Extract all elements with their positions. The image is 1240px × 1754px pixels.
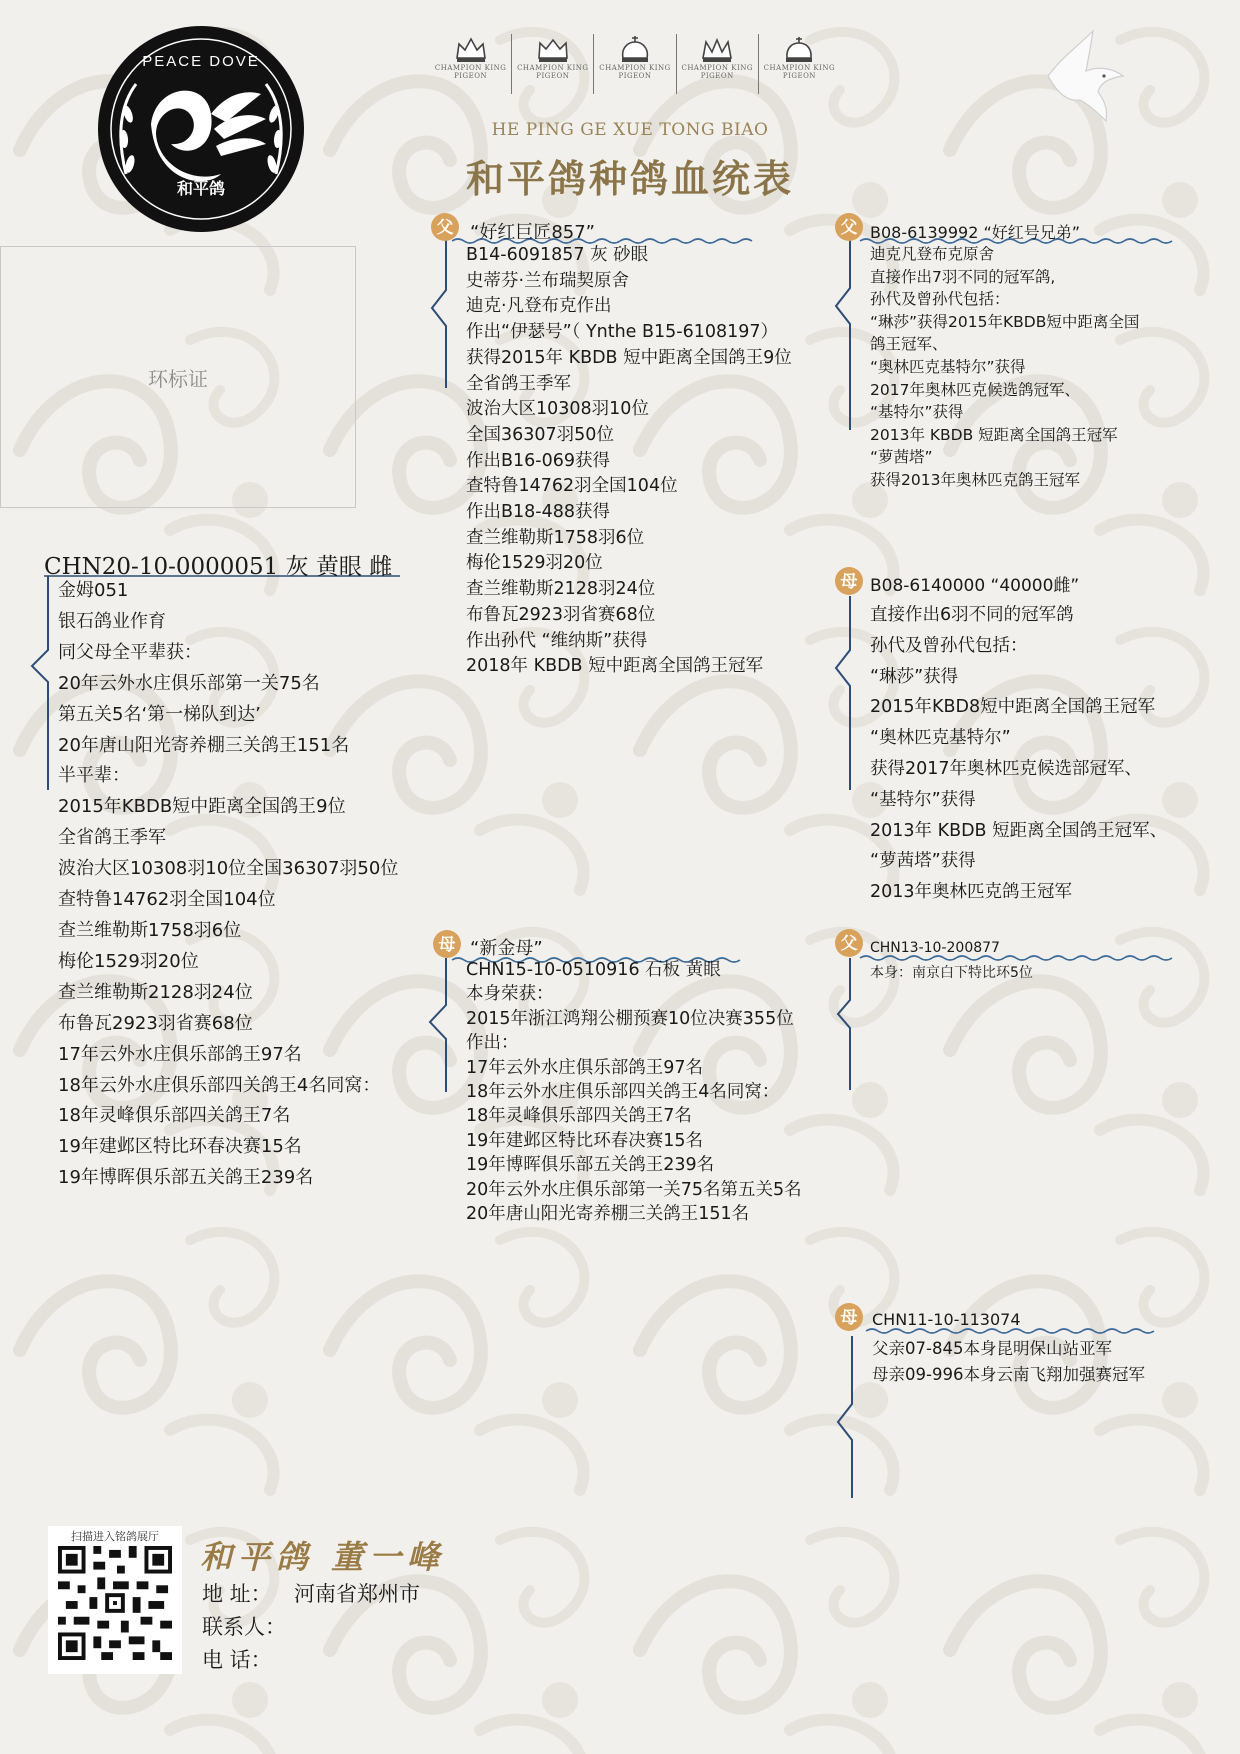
list-item: 同父母全平辈获：	[58, 641, 202, 663]
list-item: 波治大区10308羽10位全国36307羽50位	[58, 858, 399, 880]
crown-caption: CHAMPION KING PIGEON	[681, 64, 753, 80]
address-row	[202, 1578, 420, 1611]
list-item: 20年唐山阳光寄养棚三关鸽王151名	[58, 734, 350, 756]
sire-heading: “好红巨匠857”	[470, 222, 596, 243]
list-item: 查特鲁14762羽全国104位	[58, 889, 276, 911]
list-item: 银石鸽业作育	[58, 610, 166, 632]
dam-dam-wave	[866, 1329, 1154, 1333]
list-item: 作出B18-488获得	[466, 502, 610, 523]
list-item: 19年博晖俱乐部五关鸽王239名	[466, 1155, 715, 1176]
list-item: 作出B16-069获得	[466, 450, 610, 471]
list-item: 2015年KBD8短中距离全国鸽王冠军	[870, 697, 1156, 718]
list-item: 孙代及曾孙代包括：	[870, 290, 1010, 309]
contact-label: 联系人：	[202, 1615, 286, 1639]
dam-heading: “新金母”	[470, 938, 543, 959]
list-item: 金姆051	[58, 580, 129, 601]
crown-caption: CHAMPION KING PIGEON	[763, 64, 836, 80]
list-item: 17年云外水庄俱乐部鸽王97名	[58, 1043, 302, 1065]
phone-row	[202, 1644, 420, 1677]
list-item: B14-6091857 灰 砂眼	[466, 245, 649, 265]
sire-dam-heading: B08-6140000 “40000雌”	[870, 576, 1080, 596]
list-item: 20年唐山阳光寄养棚三关鸽王151名	[466, 1204, 750, 1225]
list-item: 母亲09-996本身云南飞翔加强赛冠军	[872, 1365, 1145, 1384]
qr-code-icon[interactable]	[58, 1546, 172, 1660]
list-item: 梅伦1529羽20位	[58, 950, 199, 972]
dam-bracket	[430, 958, 446, 1092]
sire-sire-bracket	[836, 238, 850, 430]
list-item: 半平辈：	[58, 765, 130, 787]
phone-label: 电 话：	[202, 1648, 272, 1672]
list-item: 直接作出7羽不同的冠军鸽,	[870, 267, 1056, 286]
dam-sire-heading: CHN13-10-200877	[870, 940, 1000, 956]
list-item: 第五关5名‘第一梯队到达’	[58, 703, 261, 725]
dam-sire-bracket	[838, 958, 850, 1090]
sire-dam-record-list	[870, 600, 1167, 908]
subject-bracket	[32, 576, 48, 790]
list-item: 2013年 KBDB 短距离全国鸽王冠军、	[870, 820, 1168, 841]
contact-block	[202, 1578, 420, 1677]
list-item: 作出“伊瑟号”（ Ynthe B15-6108197）	[466, 322, 779, 343]
sire-record-list	[466, 243, 792, 680]
sire-bracket	[432, 240, 446, 388]
sire-dam-bracket	[836, 596, 850, 790]
list-item: 2013年 KBDB 短距离全国鸽王冠军	[870, 425, 1118, 444]
list-item: 波治大区10308羽10位	[466, 399, 649, 420]
list-item: 17年云外水庄俱乐部鸽王97名	[466, 1057, 704, 1078]
ring-certificate-label: 环标证	[148, 366, 208, 391]
qr-caption: 扫描进入铭鸽展厅	[71, 1530, 159, 1543]
list-item: “萝茜塔”获得	[870, 851, 976, 872]
dam-sire-badge-icon	[834, 928, 864, 958]
header-subtitle: HE PING GE XUE TONG BIAO	[491, 120, 769, 140]
list-item: 史蒂芬·兰布瑞契原舍	[466, 270, 630, 291]
list-item: 作出孙代 “维纳斯”获得	[466, 630, 648, 651]
list-item: 查兰维勒斯2128羽24位	[58, 981, 253, 1003]
subject-heading: CHN20-10-0000051 灰 黄眼 雌	[44, 554, 393, 580]
list-item: 本身：南京白下特比环5位	[870, 965, 1033, 981]
list-item: 布鲁瓦2923羽省赛68位	[466, 604, 656, 625]
signature: 和平鸽 董一峰	[200, 1538, 446, 1576]
list-item: “琳莎”获得	[870, 666, 959, 687]
dam-dam-badge-text: 母	[840, 1308, 858, 1328]
list-item: 作出：	[466, 1033, 519, 1054]
list-item: 迪克·凡登布克作出	[466, 296, 612, 317]
crown-caption: CHAMPION KING PIGEON	[434, 64, 507, 80]
sire-dam-badge-text: 母	[840, 572, 858, 592]
logo-chinese-text: 和平鸽	[176, 179, 226, 198]
sire-badge-text: 父	[436, 218, 454, 238]
list-item: 2015年浙江鸿翔公棚预赛10位决赛355位	[466, 1008, 794, 1029]
sire-sire-heading: B08-6139992 “好红号兄弟”	[870, 223, 1081, 242]
list-item: 全省鸽王季军	[466, 373, 571, 394]
list-item: 查兰维勒斯1758羽6位	[466, 527, 645, 548]
list-item: 布鲁瓦2923羽省赛68位	[58, 1012, 253, 1034]
list-item: 19年博晖俱乐部五关鸽王239名	[58, 1167, 314, 1189]
list-item: 本身荣获：	[466, 984, 554, 1005]
list-item: “基特尔”获得	[870, 403, 964, 422]
list-item: 全省鸽王季军	[58, 827, 166, 849]
list-item: 查兰维勒斯1758羽6位	[58, 919, 242, 941]
list-item: 孙代及曾孙代包括：	[870, 635, 1028, 656]
dam-sire-wave	[860, 956, 1172, 960]
dam-dam-bracket	[838, 1336, 852, 1498]
dam-dam-heading: CHN11-10-113074	[872, 1310, 1021, 1329]
list-item: 19年建邺区特比环春决赛15名	[58, 1136, 302, 1158]
sire-sire-badge-text: 父	[840, 218, 858, 238]
contact-row	[202, 1611, 420, 1644]
list-item: 获得2017年奥林匹克候选部冠军、	[870, 758, 1143, 779]
list-item: 20年云外水庄俱乐部第一关75名	[58, 672, 320, 694]
sire-badge-icon	[430, 212, 460, 242]
list-item: CHN15-10-0510916 石板 黄眼	[466, 960, 721, 980]
list-item: 18年云外水庄俱乐部四关鸽王4名同窝：	[58, 1074, 381, 1096]
dam-sire-badge-text: 父	[840, 934, 858, 954]
list-item: 迪克凡登布克原舍	[870, 245, 995, 263]
page-title: 和平鸽种鸽血统表	[465, 156, 794, 201]
crown-caption: CHAMPION KING PIGEON	[599, 64, 671, 80]
list-item: 18年灵峰俱乐部四关鸽王7名	[58, 1105, 291, 1127]
list-item: 20年云外水庄俱乐部第一关75名第五关5名	[466, 1179, 802, 1200]
dam-badge-text: 母	[438, 935, 456, 955]
dam-sire-record-list	[870, 962, 1033, 984]
dam-badge-icon	[432, 929, 462, 959]
crown-caption: CHAMPION KING PIGEON	[517, 64, 589, 80]
list-item: 全国36307羽50位	[466, 424, 614, 445]
list-item: 2017年奥林匹克候选鸽冠军、	[870, 380, 1080, 399]
dam-record-list	[466, 958, 802, 1226]
address-value: 河南省郑州市	[294, 1582, 420, 1606]
list-item: “基特尔”获得	[870, 789, 976, 810]
list-item: 查特鲁14762羽全国104位	[466, 476, 678, 497]
dam-dam-badge-icon	[834, 1302, 864, 1332]
list-item: “奥林匹克基特尔”	[870, 728, 1011, 749]
sire-sire-badge-icon	[834, 212, 864, 242]
dam-dam-record-list	[872, 1336, 1145, 1388]
sire-sire-record-list	[870, 243, 1139, 492]
list-item: “琳莎”获得2015年KBDB短中距离全国	[870, 312, 1140, 331]
list-item: 查兰维勒斯2128羽24位	[466, 579, 656, 600]
list-item: 18年灵峰俱乐部四关鸽王7名	[466, 1106, 692, 1127]
list-item: 父亲07-845本身昆明保山站亚军	[872, 1339, 1112, 1358]
logo-top-text: PEACE DOVE	[142, 53, 260, 70]
list-item: 19年建邺区特比环春决赛15名	[466, 1130, 704, 1151]
list-item: 18年云外水庄俱乐部四关鸽王4名同窝：	[466, 1082, 780, 1103]
list-item: 鸽王冠军、	[870, 335, 948, 354]
list-item: “奥林匹克基特尔”获得	[870, 357, 1026, 376]
list-item: 直接作出6羽不同的冠军鸽	[870, 605, 1074, 625]
list-item: 2018年 KBDB 短中距离全国鸽王冠军	[466, 656, 764, 677]
list-item: “萝茜塔”	[870, 448, 933, 467]
list-item: 2015年KBDB短中距离全国鸽王9位	[58, 796, 346, 818]
list-item: 获得2013年奥林匹克鸽王冠军	[870, 470, 1080, 489]
address-label: 地 址：	[202, 1582, 272, 1606]
list-item: 梅伦1529羽20位	[466, 553, 603, 574]
list-item: 获得2015年 KBDB 短中距离全国鸽王9位	[466, 347, 792, 368]
sire-dam-badge-icon	[834, 566, 864, 596]
subject-record-list	[58, 576, 398, 1194]
list-item: 2013年奥林匹克鸽王冠军	[870, 882, 1073, 903]
